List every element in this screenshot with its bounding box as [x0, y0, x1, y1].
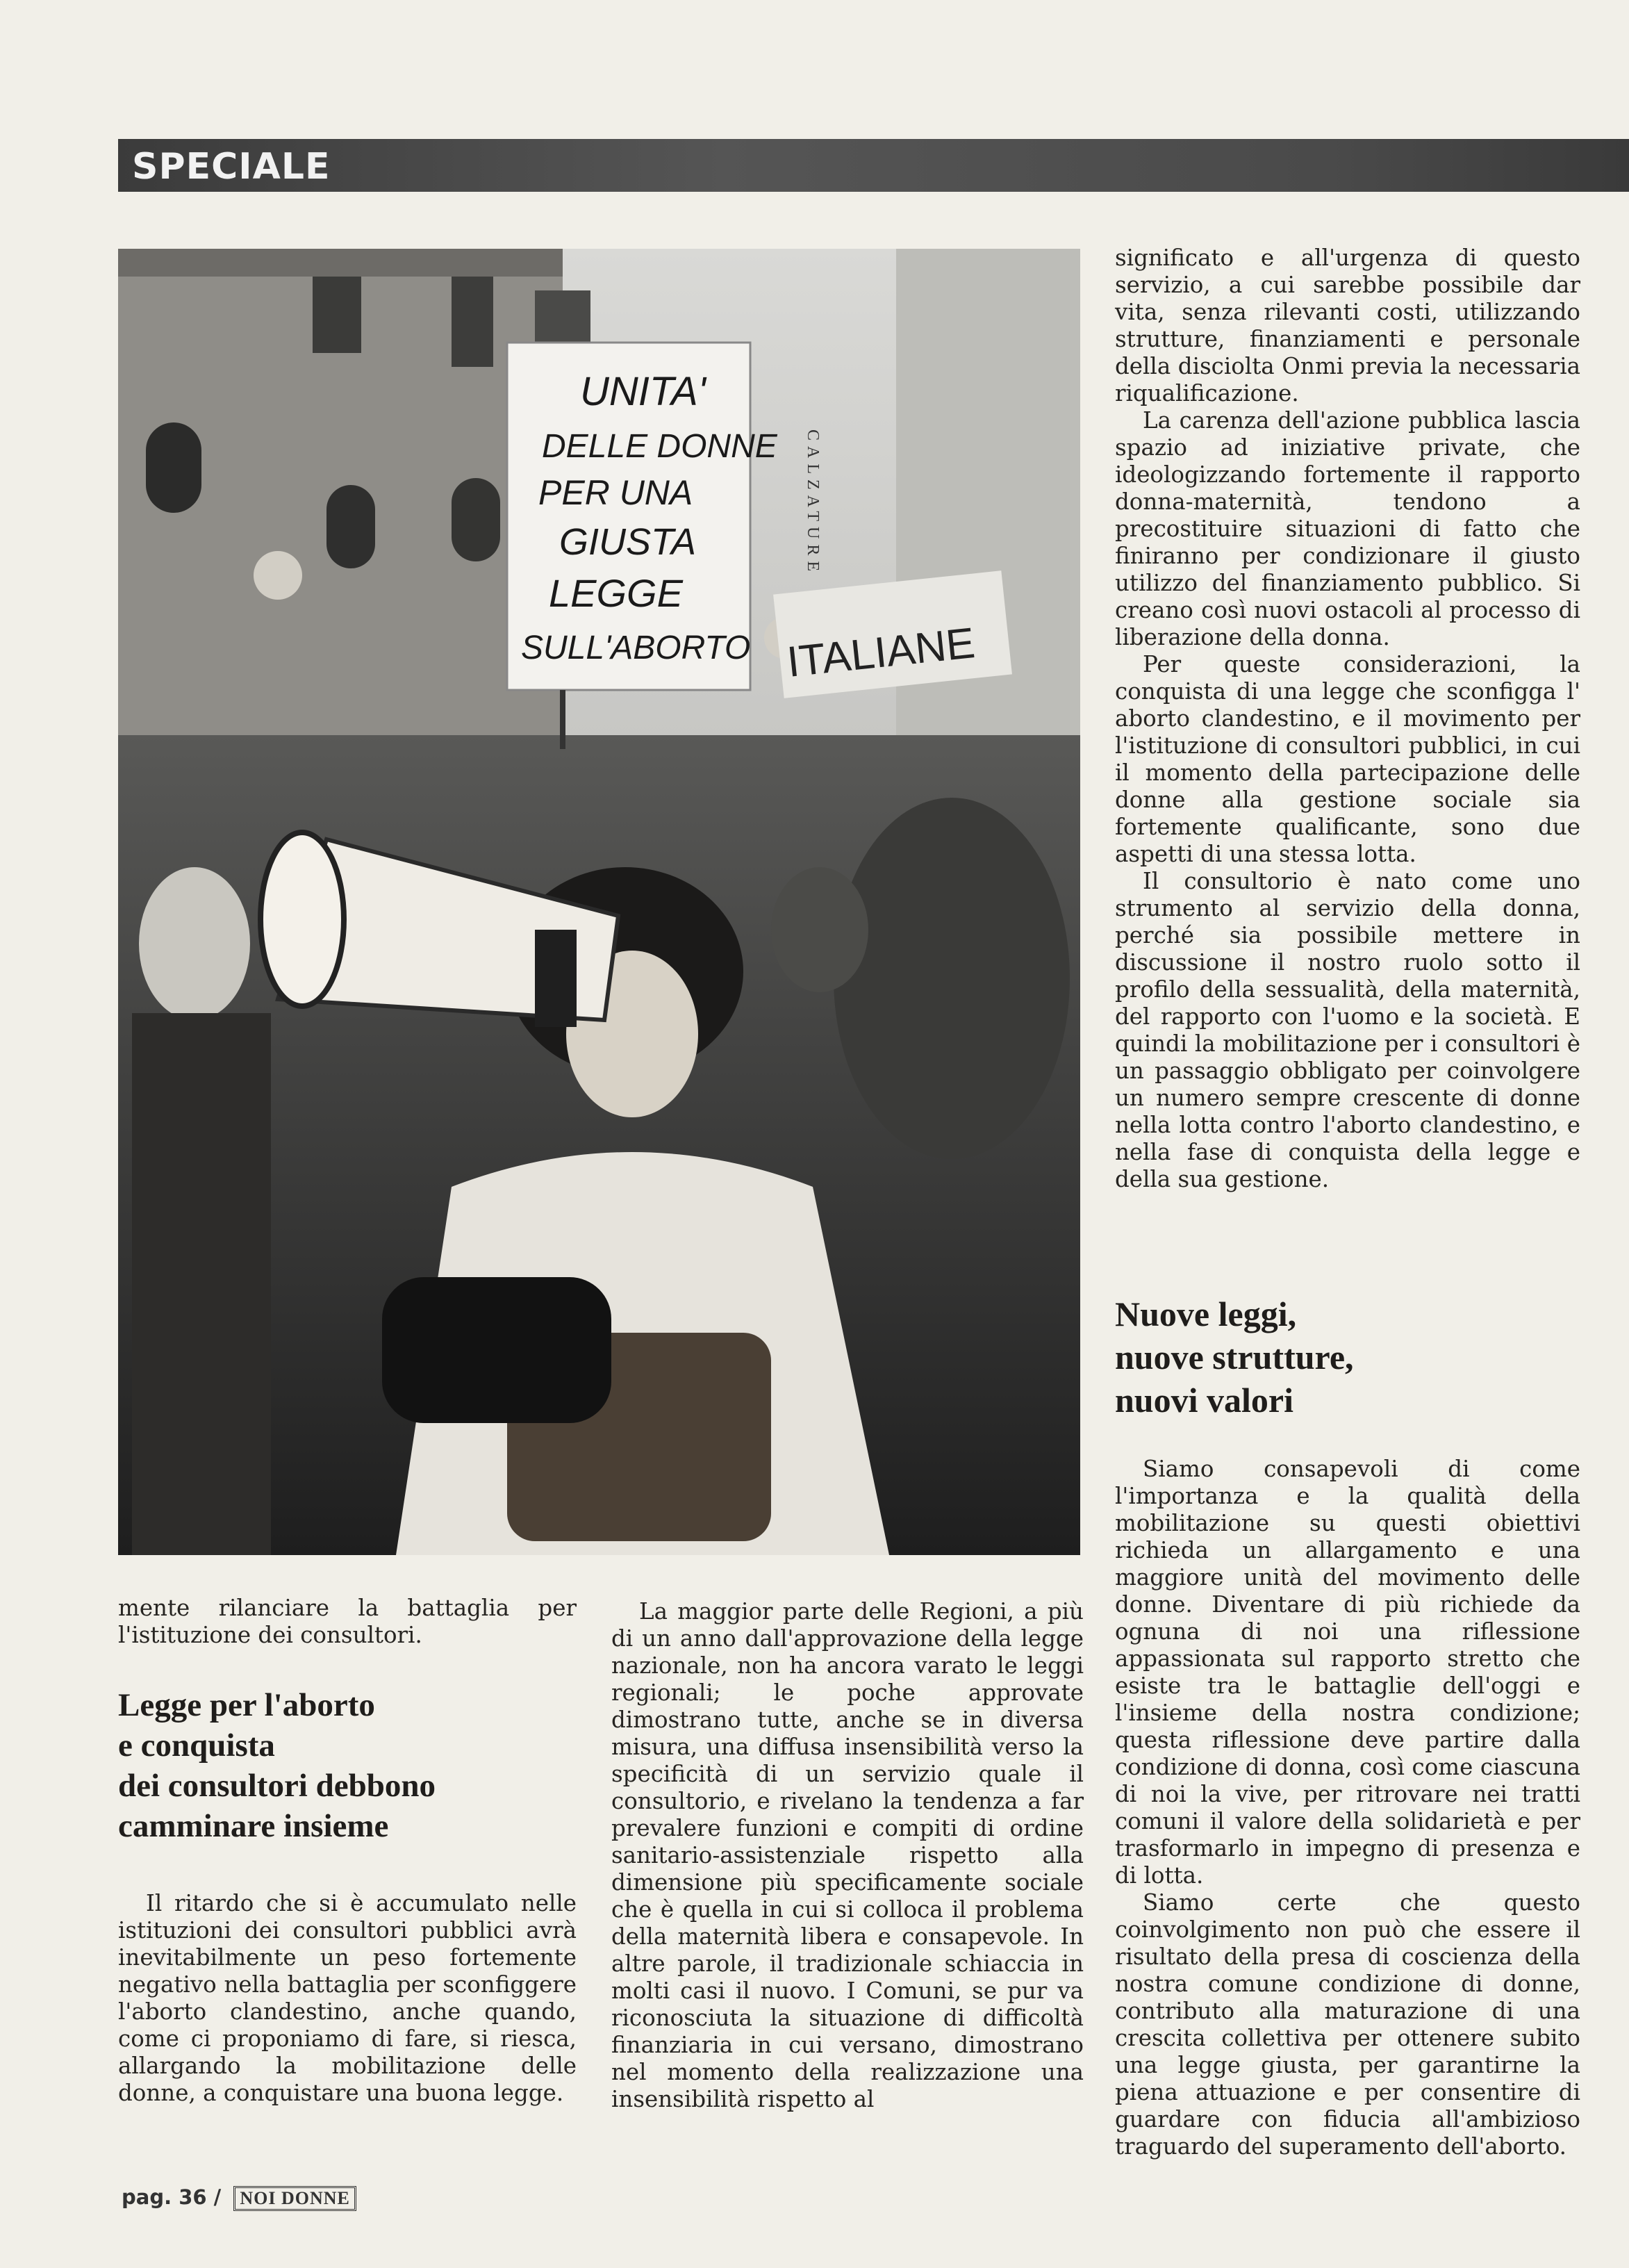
paragraph: mente rilanciare la battaglia per l'istituzione dei consultori.: [118, 1595, 577, 1648]
heading-line: camminare insieme: [118, 1808, 389, 1844]
page-footer: [122, 2185, 356, 2211]
section-label: SPECIALE: [132, 146, 331, 188]
sign-line-2: DELLE DONNE: [542, 428, 777, 465]
heading-line: nuove strutture,: [1115, 1338, 1354, 1377]
heading-line: Legge per l'aborto: [118, 1687, 375, 1723]
heading-line: nuovi valori: [1115, 1381, 1293, 1420]
column-2-body: [611, 1598, 1084, 2113]
sign-line-5: LEGGE: [549, 571, 683, 615]
magazine-logo: NOI DONNE: [233, 2186, 356, 2211]
sign-line-1: UNITA': [580, 369, 706, 414]
sign-line-4: GIUSTA: [559, 521, 697, 563]
column-1-body: [118, 1890, 577, 2107]
paragraph: Per queste considerazioni, la conquista di una legge che sconfigga l' aborto clandestino, e il movimento per l'istituzione di consultori pubblici, in cui il momento della partecipazione delle donne alla gestione sociale sia fortemente qualificante, sono due aspetti di una stessa lotta.: [1115, 651, 1580, 867]
paragraph: Il consultorio è nato come uno strumento al servizio della donna, perché sia possibile mettere in discussione il nostro ruolo sotto il profilo della sessualità, della maternità, del rapporto con l'uomo e la società. E quindi la mobilitazione per i consultori è un passaggio obbligato per coinvolgere un numero sempre crescente di donne nella lotta contro l'aborto clandestino, e nella fase di conquista della legge e della sua gestione.: [1115, 868, 1580, 1192]
heading-line: dei consultori debbono: [118, 1768, 436, 1804]
paragraph: Siamo certe che questo coinvolgimento non può che essere il risultato della presa di coscienza della nostra comune condizione di donne, contributo alla maturazione di una crescita collettiva per ottenere subito una legge giusta, per garantirne la piena attuazione e per consentire di guardare con fiducia all'ambizioso traguardo del superamento dell'aborto.: [1115, 1889, 1580, 2160]
column-3-top: [1115, 245, 1580, 1193]
heading-nuove-leggi: [1115, 1292, 1580, 1422]
protest-photo: [118, 249, 1080, 1555]
paragraph: La carenza dell'azione pubblica lascia spazio ad iniziative private, che ideologizzando fortemente il rapporto donna-maternità, tendono a precostituire situazioni di fatto che finiranno per condizionare il giusto utilizzo del finanziamento pubblico. Si creano così nuovi ostacoli al processo di liberazione della donna.: [1115, 407, 1580, 650]
heading-line: e conquista: [118, 1727, 275, 1764]
paragraph: significato e all'urgenza di questo servizio, a cui sarebbe possibile dar vita, senza rilevanti costi, utilizzando strutture, finanziamenti e personale della disciolta Onmi previa la necessaria riqualificazione.: [1115, 245, 1580, 406]
sign-line-3: PER UNA: [538, 473, 693, 512]
paragraph: Siamo consapevoli di come l'importanza e la qualità della mobilitazione su questi obiettivi richieda un allargamento e una maggiore unità del movimento delle donne. Diventare di più richiede da ognuna di noi una riflessione appassionata sul rapporto stretto che esiste tra le battaglie dell'oggi e l'insieme della nostra condizione; questa riflessione deve partire dalla condizione di donna, così come ciascuna di noi la vive, per ritrovare nei tratti comuni il valore della solidarietà e per trasformarlo in impegno di presenza e di lotta.: [1115, 1456, 1580, 1889]
heading-line: Nuove leggi,: [1115, 1295, 1297, 1333]
paragraph: La maggior parte delle Regioni, a più di un anno dall'approvazione della legge nazionale, non ha ancora varato le leggi regionali; le poche approvate dimostrano tutte, anche se in diversa misura, una diffusa insensibilità verso la specificità di un servizio quale il consultorio, e rivelano la tendenza a far prevalere funzioni e compiti di ordine sanitario-assistenziale rispetto alla dimensione più specificamente sociale che è quella in cui si colloca il problema della maternità libera e consapevole. In altre parole, il tradizionale schiaccia in molti casi il nuovo. I Comuni, se pur va riconosciuta la situazione di difficoltà finanziaria in cui versano, dimostrano nel momento della realizzazione una insensibilità rispetto al: [611, 1598, 1084, 2112]
section-header-bar: [118, 139, 1629, 192]
heading-legge-aborto: [118, 1685, 577, 1846]
secondary-banner: ITALIANE: [784, 618, 977, 687]
vertical-shop-sign: CALZATURE: [804, 429, 822, 577]
column-3-bottom: [1115, 1456, 1580, 2160]
paragraph: Il ritardo che si è accumulato nelle istituzioni dei consultori pubblici avrà inevitabilmente un peso fortemente negativo nella battaglia per sconfiggere l'aborto clandestino, anche quando, come ci proponiamo di fare, si riesca, allargando la mobilitazione delle donne, a conquistare una buona legge.: [118, 1890, 577, 2106]
page-number: pag. 36 /: [122, 2185, 222, 2209]
sign-line-6: SULL'ABORTO: [521, 630, 751, 666]
column-1-top: [118, 1595, 577, 1649]
